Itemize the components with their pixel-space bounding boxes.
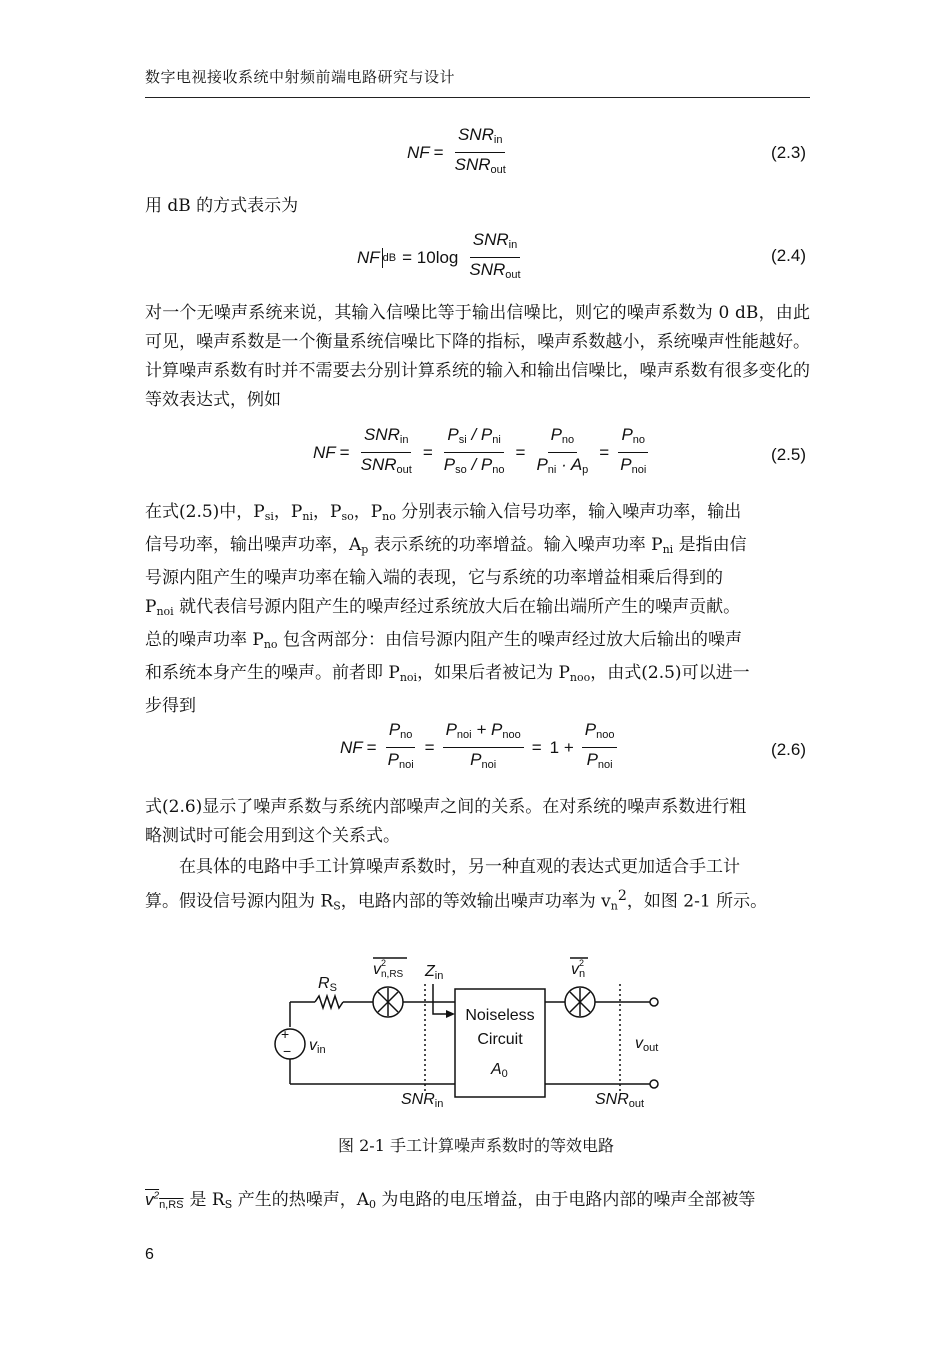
vin-label: vin xyxy=(309,1037,326,1056)
box-line-1: Noiseless xyxy=(465,1007,535,1024)
header-rule xyxy=(145,97,810,98)
equation-2-6: NF = $\frac{P_{no}}{P_{noi}}$ = $\frac{P_{noi} + P_{noo}}{P_{noi}}$ = 1 + $\frac{P_{noo}}{P_{noi}}$ (2.6) xyxy=(340,720,806,771)
p2-line: 号源内阻产生的噪声功率在输入端的表现，它与系统的功率增益相乘后得到的 xyxy=(145,568,723,588)
svg-text:2: 2 xyxy=(579,958,585,968)
paragraph-4 xyxy=(145,853,810,921)
paragraph-db: 用 dB 的方式表示为 xyxy=(145,196,299,216)
svg-text:−: − xyxy=(283,1043,292,1059)
p2-line: 和系统本身产生的噪声。前者即 $P_{noi}$，如果后者被记为 $P_{noo}$，由式(2.5)可以进一 xyxy=(145,663,750,684)
equation-number: (2.4) xyxy=(771,246,806,265)
vn-label: vn xyxy=(571,961,586,980)
p2-line: 步得到 xyxy=(145,696,196,716)
zin-label: Zin xyxy=(425,963,444,982)
p3-line: 略测试时可能会用到这个关系式。 xyxy=(145,826,400,846)
running-header: 数字电视接收系统中射频前端电路研究与设计 xyxy=(145,68,456,86)
vout-label: vout xyxy=(635,1035,659,1054)
equation-number: (2.6) xyxy=(771,740,806,759)
paragraph-2 xyxy=(145,498,810,721)
snr-in-label: SNRin xyxy=(401,1091,444,1110)
p2-line: 信号功率，输出噪声功率，$A_p$ 表示系统的功率增益。输入噪声功率 $P_{ni}$ 是指由信 xyxy=(145,535,747,556)
svg-text:2: 2 xyxy=(381,958,387,968)
equation-2-4: NF dB = 10log $\frac{SNR_{in}}{SNR_{out}}$ (2.4) xyxy=(357,230,806,281)
svg-text:+: + xyxy=(281,1026,290,1042)
p2-line: 在式(2.5)中，$P_{si}$，$P_{ni}$，$P_{so}$，$P_{no}$ 分别表示输入信号功率，输入噪声功率，输出 xyxy=(145,502,742,523)
paragraph-1: 对一个无噪声系统来说，其输入信噪比等于输出信噪比，则它的噪声系数为 0 dB，由此可见，噪声系数是一个衡量系统信噪比下降的指标，噪声系数越小，系统噪声性能越好。计算噪声系数有时并不需要去分别计算系统的输入和输出信噪比，噪声系数有很多变化的等效表达式，例如 xyxy=(145,303,810,410)
snr-out-label: SNRout xyxy=(595,1091,645,1110)
p4-line: 在具体的电路中手工计算噪声系数时，另一种直观的表达式更加适合手工计 xyxy=(179,857,740,877)
equation-2-3: NF = $\frac{SNR_{in}}{SNR_{out}}$ (2.3) xyxy=(407,125,806,176)
box-line-3: A0 xyxy=(491,1061,508,1080)
page-number: 6 xyxy=(145,1246,154,1263)
p3-line: 式(2.6)显示了噪声系数与系统内部噪声之间的关系。在对系统的噪声系数进行粗 xyxy=(145,797,747,817)
rs-label: RS xyxy=(318,975,337,994)
vn-rs-label: vn,RS xyxy=(373,961,404,980)
p5-text: 是 $R_S$ 产生的热噪声，$A_0$ 为电路的电压增益，由于电路内部的噪声全部被等 xyxy=(189,1189,756,1211)
paragraph-5 xyxy=(145,1181,810,1220)
p2-line: 总的噪声功率 $P_{no}$ 包含两部分：由信号源内阻产生的噪声经过放大后输出的噪声 xyxy=(145,630,742,651)
paragraph-3 xyxy=(145,793,810,851)
box-line-2: Circuit xyxy=(477,1031,523,1048)
equation-2-5: NF = $\frac{SNR_{in}}{SNR_{out}}$ = $\frac{P_{si} / P_{ni}}{P_{so} / P_{no}}$ = $\frac{P_{no}}{P_{ni} \cdot A_p}$ = $\frac{P_{no}}{P_{noi}}$ (2.5) xyxy=(313,425,806,476)
vn-rs-symbol: $v^2_{n,RS}$ xyxy=(145,1189,184,1211)
p4-line: 算。假设信号源内阻为 $R_S$，电路内部的等效输出噪声功率为 $v_n^2$，如图 2-1 所示。 xyxy=(145,888,768,913)
p2-line: $P_{noi}$ 就代表信号源内阻产生的噪声经过系统放大后在输出端所产生的噪声贡献。 xyxy=(145,597,741,618)
equation-number: (2.5) xyxy=(771,445,806,464)
circuit-diagram xyxy=(265,952,685,1117)
equation-number: (2.3) xyxy=(771,143,806,162)
figure-caption: 图 2-1 手工计算噪声系数时的等效电路 xyxy=(338,1136,614,1155)
